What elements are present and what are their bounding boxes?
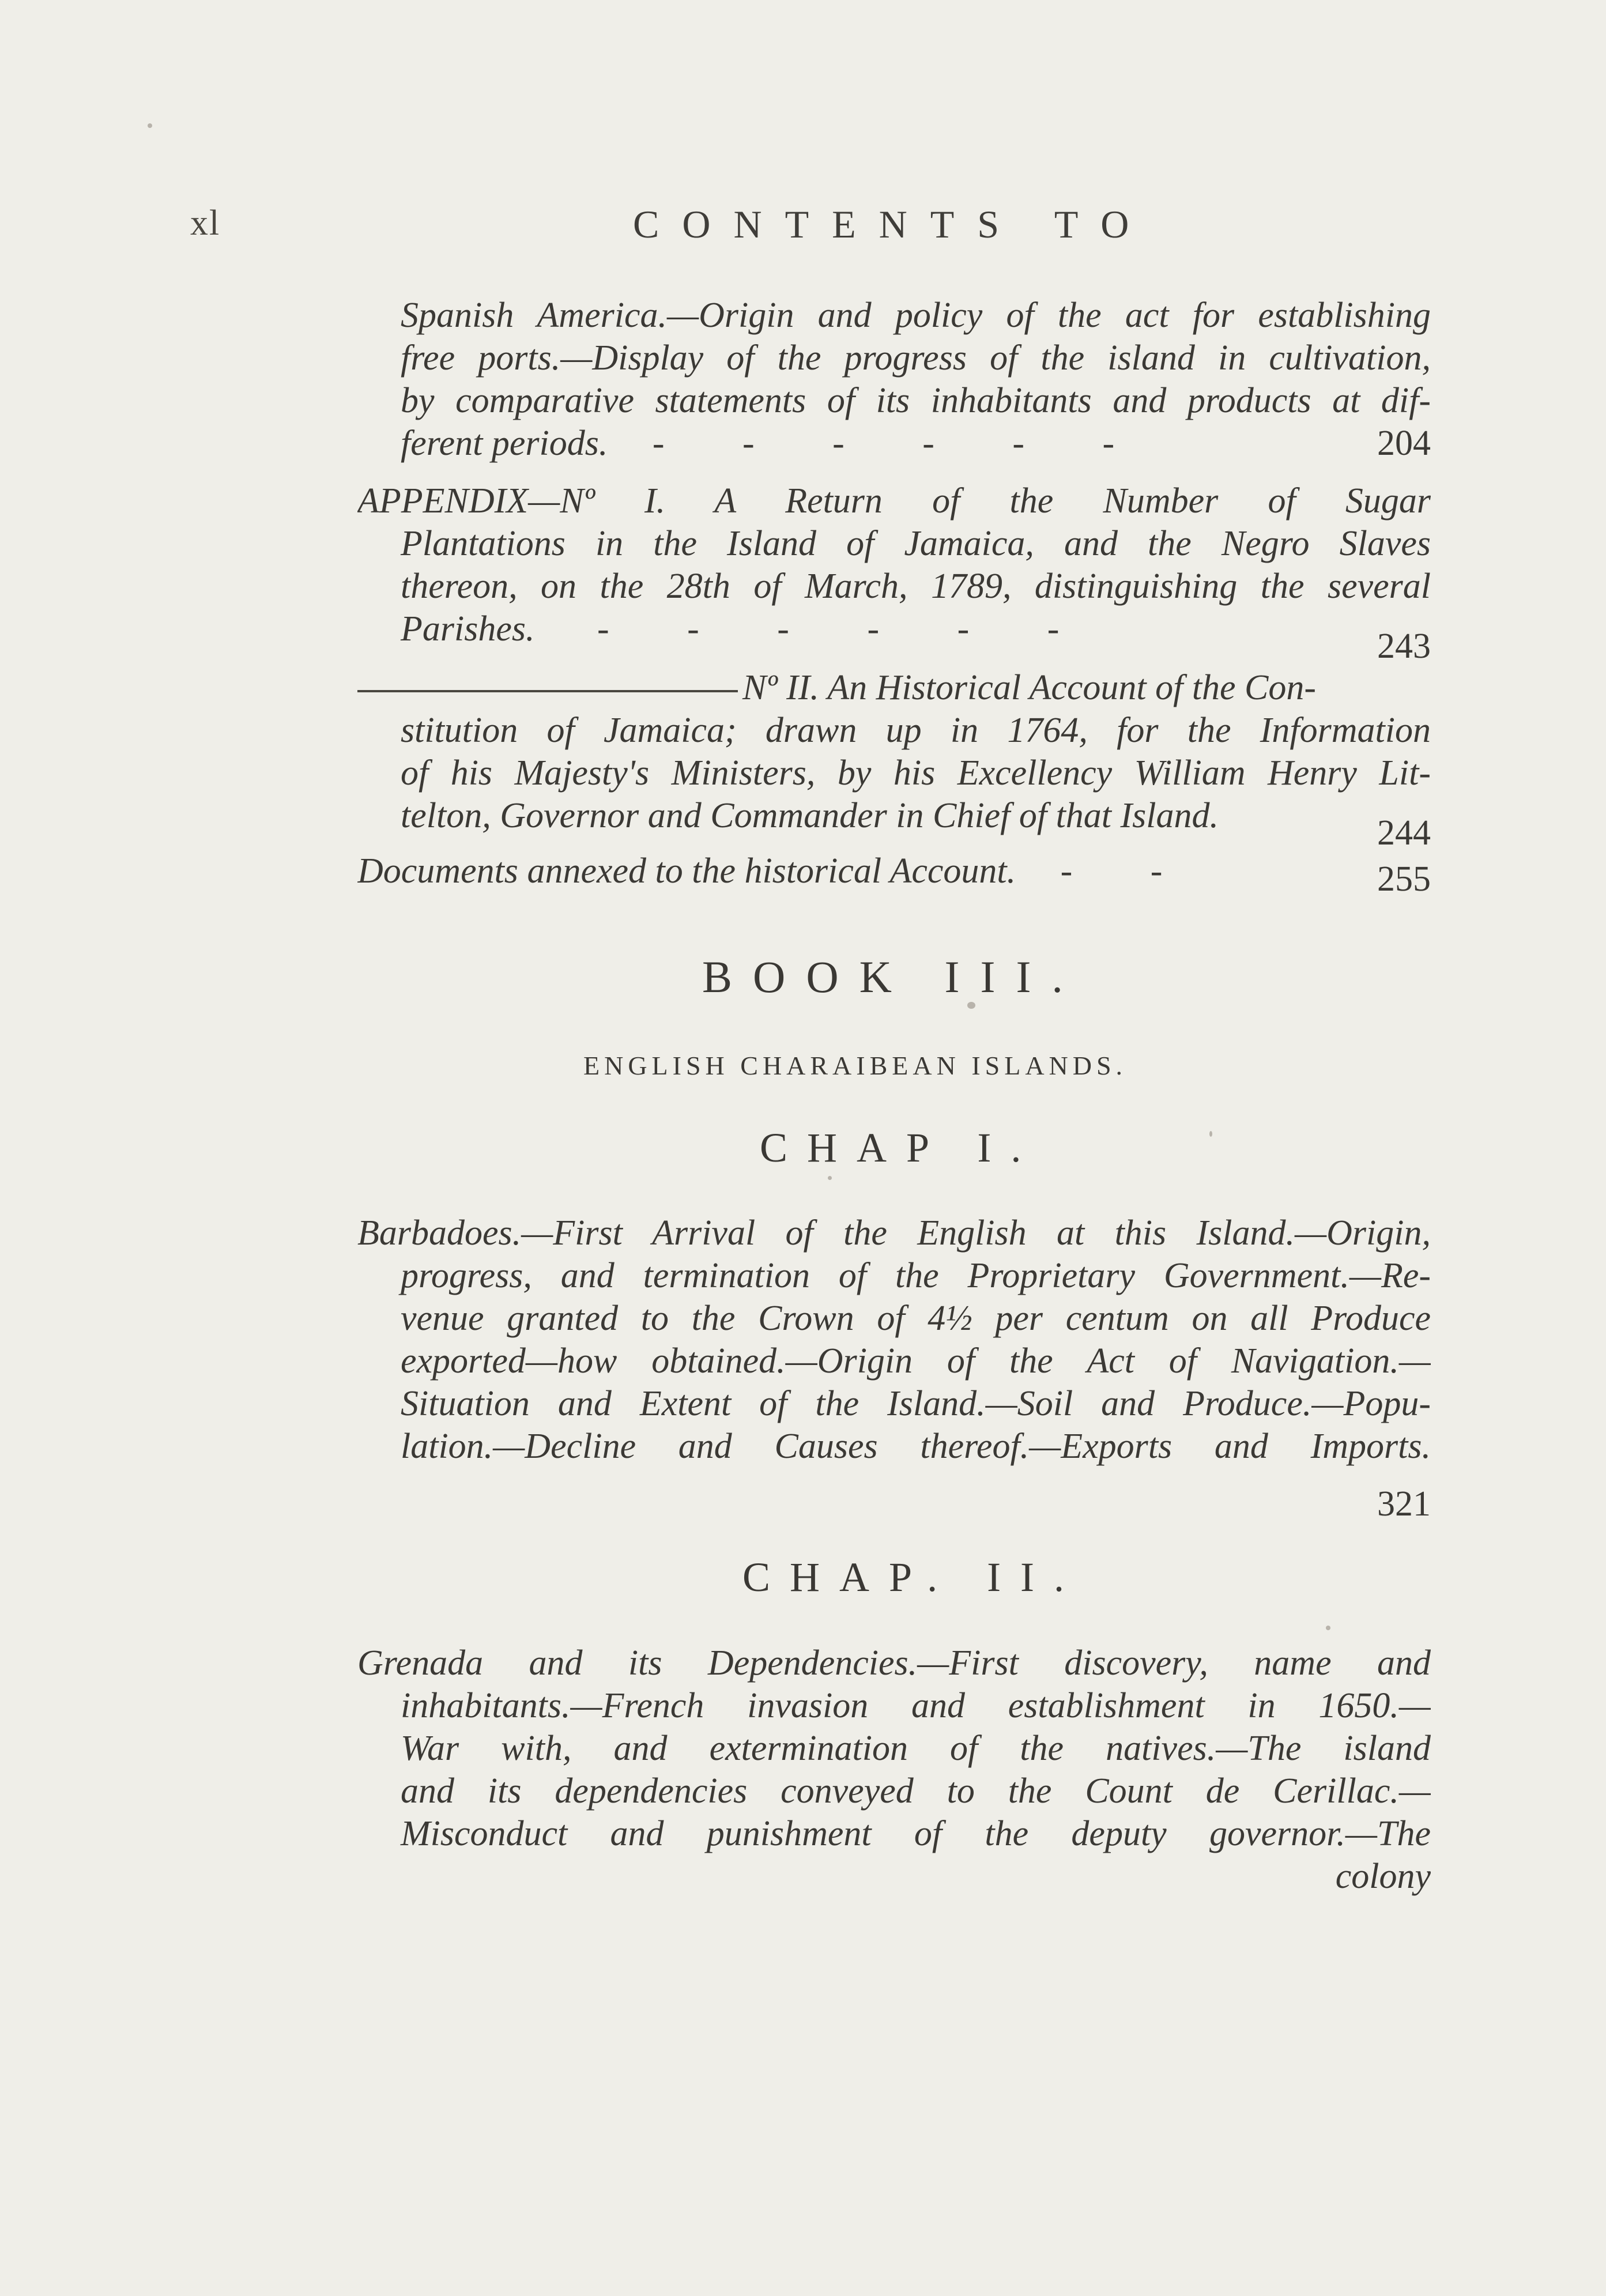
summary-line: inhabitants.—French invasion and establishment in 1650.— xyxy=(401,1686,1431,1725)
dot-leaders: - - - - - - xyxy=(597,609,1094,649)
summary-line: Situation and Extent of the Island.—Soil and Produce.—Popu- xyxy=(401,1384,1431,1423)
entry-line: Nº II. An Historical Account of the Con- xyxy=(357,666,1431,709)
book-subheading: ENGLISH CHARAIBEAN ISLANDS. xyxy=(583,1051,1128,1080)
page-folio: xl xyxy=(190,203,221,243)
book-heading: BOOK III. xyxy=(702,952,1084,1002)
toc-entry xyxy=(357,294,1431,465)
paper-speck xyxy=(1326,1626,1330,1630)
entry-line: stitution of Jamaica; drawn up in 1764, for the Information xyxy=(401,711,1431,750)
toc-entry xyxy=(357,666,1431,853)
toc-entry xyxy=(357,480,1431,666)
entry-rule xyxy=(357,690,738,692)
summary-line: venue granted to the Crown of 4½ per centum on all Produce xyxy=(401,1299,1431,1338)
catchword: colony xyxy=(1335,1857,1431,1896)
entry-line: thereon, on the 28th of March, 1789, distinguishing the several xyxy=(401,567,1431,606)
chapter-summary xyxy=(357,1642,1431,1898)
entry-line: Parishes. - - - - - - xyxy=(401,609,1094,649)
chapter-heading: CHAP I. xyxy=(760,1125,1041,1171)
entry-line: of his Majesty's Ministers, by his Excellency William Henry Lit- xyxy=(401,753,1431,793)
chapter-heading: CHAP. II. xyxy=(742,1554,1084,1600)
paper-speck xyxy=(148,123,152,128)
page-number: 321 xyxy=(1377,1484,1431,1524)
page-number: 255 xyxy=(1377,859,1431,899)
summary-line: progress, and termination of the Proprietary Government.—Re- xyxy=(401,1256,1431,1295)
dot-leaders: - - - - - - xyxy=(652,424,1149,463)
summary-line: and its dependencies conveyed to the Count de Cerillac.— xyxy=(401,1771,1431,1811)
entry-line: ferent periods. - - - - - - xyxy=(401,424,1149,463)
entry-line: by comparative statements of its inhabitants and products at dif- xyxy=(401,381,1431,420)
summary-line: lation.—Decline and Causes thereof.—Exports and Imports. xyxy=(401,1427,1431,1466)
paper-speck xyxy=(967,1002,975,1009)
page-number: 204 xyxy=(1377,424,1431,463)
page-number: 243 xyxy=(1377,627,1431,666)
summary-line: Misconduct and punishment of the deputy governor.—The xyxy=(401,1814,1431,1853)
toc-entry xyxy=(357,850,1431,899)
entry-line: Plantations in the Island of Jamaica, and the Negro Slaves xyxy=(401,524,1431,563)
chapter-summary xyxy=(357,1212,1431,1524)
entry-line: telton, Governor and Commander in Chief of that Island. xyxy=(401,796,1219,835)
entry-line: Documents annexed to the historical Account. - - xyxy=(357,851,1197,891)
summary-line: Grenada and its Dependencies.—First discovery, name and xyxy=(357,1643,1431,1683)
paper-speck xyxy=(1209,1131,1212,1137)
page-number: 244 xyxy=(1377,813,1431,853)
entry-line: APPENDIX—Nº I. A Return of the Number of Sugar xyxy=(357,481,1431,521)
summary-line: War with, and extermination of the natives.—The island xyxy=(401,1729,1431,1768)
running-head: CONTENTS TO xyxy=(633,202,1152,246)
entry-line: Spanish America.—Origin and policy of the act for establishing xyxy=(401,296,1431,335)
entry-line: free ports.—Display of the progress of the island in cultivation, xyxy=(401,338,1431,378)
summary-line: exported—how obtained.—Origin of the Act of Navigation.— xyxy=(401,1341,1431,1381)
summary-line: Barbadoes.—First Arrival of the English at this Island.—Origin, xyxy=(357,1213,1431,1253)
paper-speck xyxy=(828,1176,832,1180)
dot-leaders: - - xyxy=(1060,851,1197,891)
